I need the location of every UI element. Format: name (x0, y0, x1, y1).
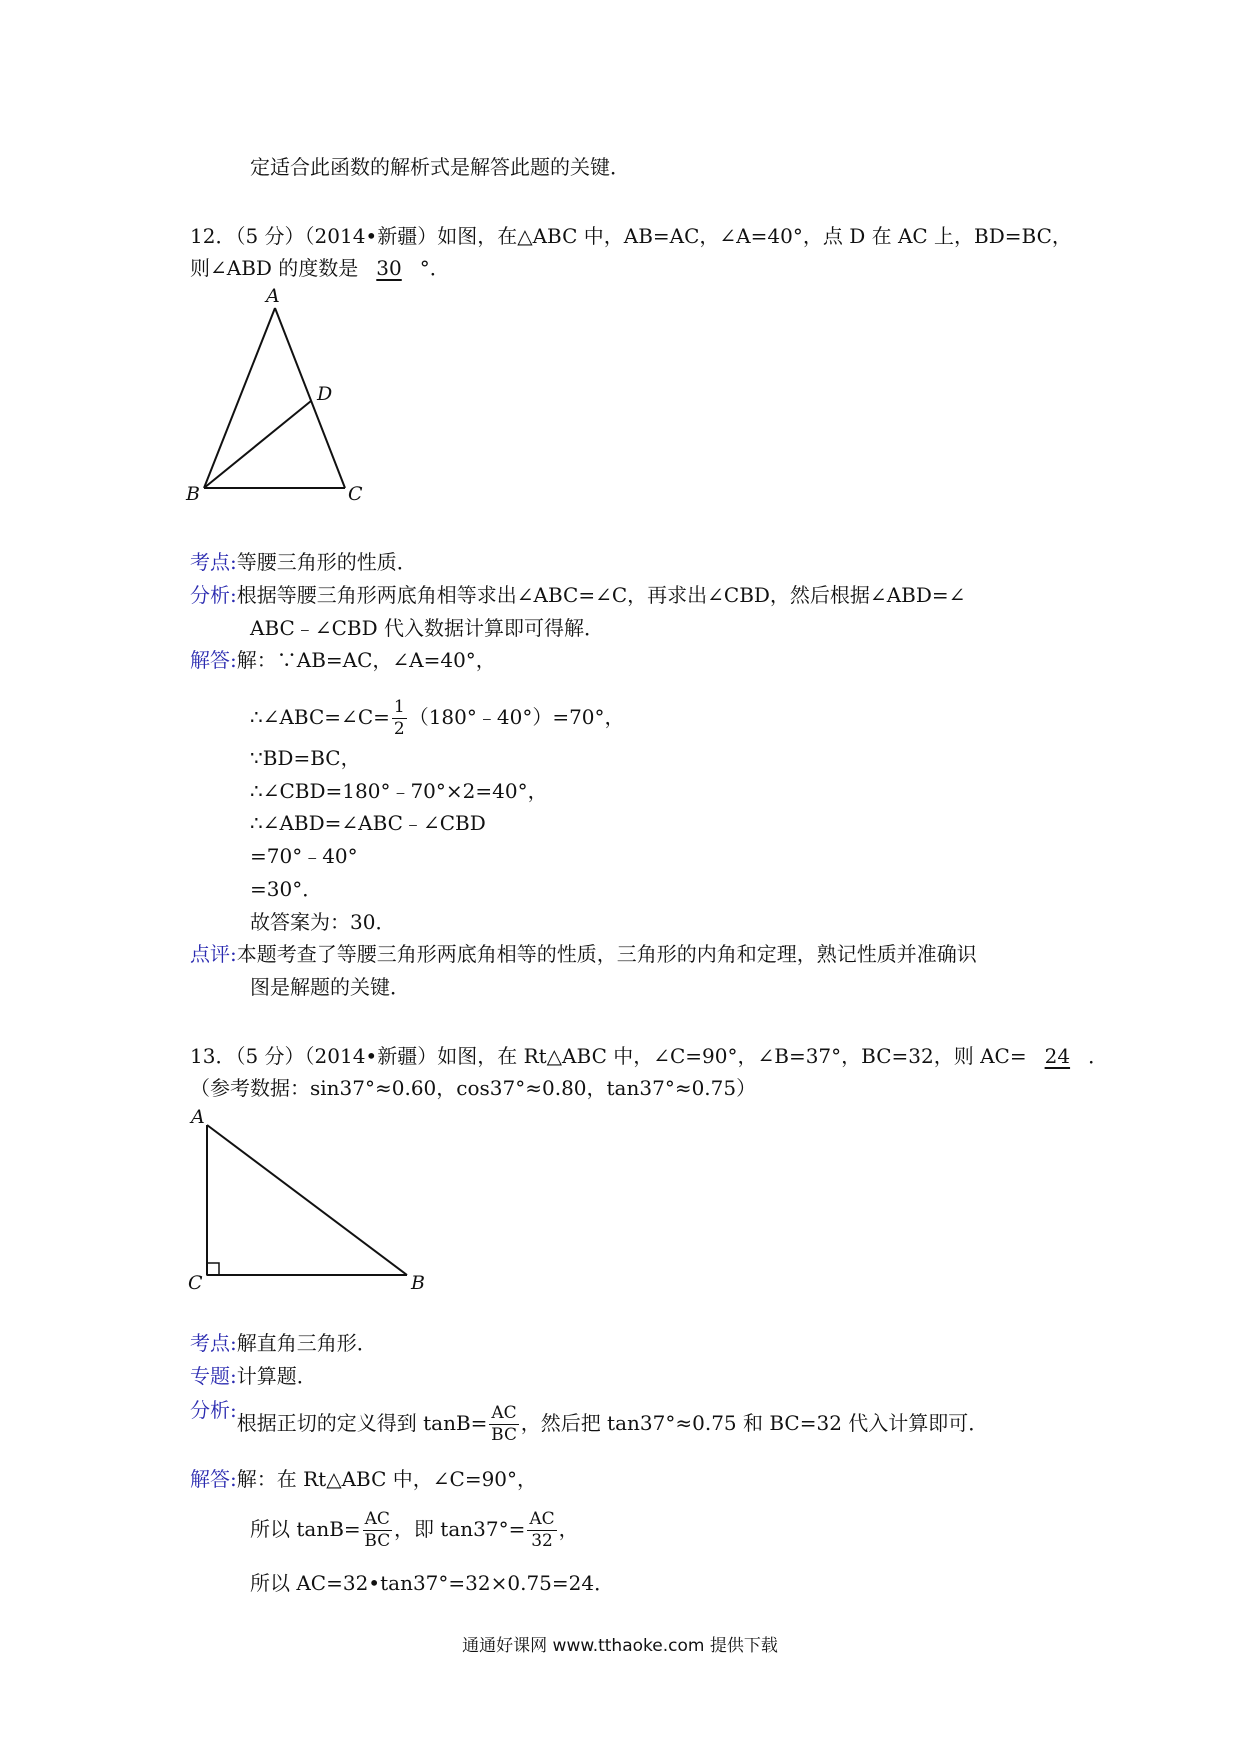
q13-fenxi-line (190, 1396, 988, 1450)
q13-jieda-line1 (190, 1465, 537, 1493)
q12-fraction-denominator: 2 (393, 719, 405, 739)
q13-fraction-ac-bc (363, 1511, 392, 1550)
q12-vertex-label-a: A (266, 285, 280, 307)
q13-fraction2-denominator: 32 (531, 1531, 553, 1551)
q12-dianping-label: 点评: (190, 942, 237, 966)
q13-step-2-text: 所以 tanB= (250, 1517, 361, 1541)
q12-step-2 (250, 692, 625, 742)
q12-vertex-label-d: D (317, 383, 333, 405)
q12-step-5: ∴∠ABD=∠ABC﹣∠CBD (250, 811, 486, 835)
q12-vertex-label-b: B (186, 483, 200, 505)
q13-kaodian-label: 考点: (190, 1331, 237, 1355)
q12-jieda-line1 (190, 646, 496, 674)
q12-fraction-numerator: 1 (393, 697, 405, 717)
q13-stem-text: 13．（5 分）（2014•新疆）如图，在 Rt△ABC 中，∠C=90°，∠B=37°，BC=32，则 AC= (190, 1044, 1027, 1068)
q13-fenxi-denominator: BC (491, 1425, 517, 1445)
q12-step-3: ∵BD=BC， (250, 746, 361, 770)
q13-vertex-label-b: B (411, 1272, 425, 1294)
q12-step-2-text: ∴∠ABC=∠C= (250, 705, 390, 729)
q12-jieda-label: 解答: (190, 648, 237, 672)
q13-fraction1-numerator: AC (364, 1509, 390, 1529)
q13-kaodian-text: 解直角三角形． (236, 1331, 377, 1355)
q13-fenxi-tail: ，然后把 tan37°≈0.75 和 BC=32 代入计算即可． (520, 1411, 989, 1435)
q13-right-angle-mark (207, 1263, 219, 1275)
q13-fenxi-numerator: AC (491, 1403, 517, 1423)
q13-fraction2-numerator: AC (529, 1509, 555, 1529)
q12-fenxi-label: 分析: (190, 583, 237, 607)
q12-stem-unit: °． (419, 256, 450, 280)
q13-kaodian-line (190, 1329, 377, 1357)
q12-vertex-label-c: C (348, 483, 363, 505)
q13-fenxi-label: 分析: (190, 1398, 237, 1422)
q13-zhuanti-line (190, 1362, 317, 1390)
page-footer: 通通好课网 www.tthaoke.com 提供下载 (462, 1636, 778, 1656)
q13-stem-line1 (190, 1042, 1108, 1070)
q12-step-4: ∴∠CBD=180°﹣70°×2=40°， (250, 779, 548, 803)
q13-side-ab (207, 1125, 407, 1275)
q13-zhuanti-label: 专题: (190, 1364, 237, 1388)
q12-triangle-figure (180, 285, 380, 510)
q12-side-ac (275, 308, 345, 488)
q12-answer-blank: 30 (376, 256, 402, 280)
q12-fenxi-line2: ABC﹣∠CBD 代入数据计算即可得解． (250, 616, 604, 640)
q13-right-triangle-figure (185, 1105, 435, 1300)
q13-zhuanti-text: 计算题． (236, 1364, 317, 1388)
q12-stem-line1: 12．（5 分）（2014•新疆）如图，在△ABC 中，AB=AC，∠A=40°，点 D 在 AC 上，BD=BC， (190, 224, 1072, 248)
q12-fenxi-line1 (190, 581, 965, 609)
q12-kaodian-label: 考点: (190, 550, 237, 574)
q12-kaodian-text: 等腰三角形的性质． (236, 550, 417, 574)
q12-stem-text: 则∠ABD 的度数是 (190, 256, 359, 280)
q13-step-2-middle: ，即 tan37°= (393, 1517, 526, 1541)
q12-fenxi-text1: 根据等腰三角形两底角相等求出∠ABC=∠C，再求出∠CBD，然后根据∠ABD=∠ (236, 583, 966, 607)
q13-fraction1-denominator: BC (364, 1531, 391, 1551)
q13-fenxi-text: 根据正切的定义得到 tanB= (236, 1411, 488, 1435)
q13-jieda-label: 解答: (190, 1467, 237, 1491)
q13-answer-blank: 24 (1044, 1044, 1071, 1068)
q13-vertex-label-a: A (191, 1106, 205, 1128)
q12-step-7: =30°． (250, 877, 323, 901)
q13-fenxi-fraction (489, 1405, 518, 1444)
q12-step-6: =70°﹣40° (250, 844, 358, 868)
q12-segment-bd (204, 401, 311, 488)
q13-reference-data: （参考数据：sin37°≈0.60，cos37°≈0.80，tan37°≈0.75） (190, 1076, 757, 1100)
q13-stem-end: ． (1088, 1044, 1109, 1068)
q12-dianping-line1 (190, 940, 977, 968)
q12-side-ab (204, 308, 275, 488)
q13-step-1: 解：在 Rt△ABC 中，∠C=90°， (236, 1467, 538, 1491)
q12-fraction-half (392, 699, 407, 738)
q13-fraction-ac-32 (527, 1511, 556, 1550)
q12-stem-line2 (190, 254, 450, 282)
q13-step-2 (250, 1502, 579, 1556)
q13-step-2-tail: ， (558, 1517, 579, 1541)
previous-solution-tail: 定适合此函数的解析式是解答此题的关键． (250, 155, 630, 179)
q12-kaodian-line (190, 548, 417, 576)
q13-step-3: 所以 AC=32•tan37°=32×0.75=24． (250, 1571, 615, 1595)
q13-vertex-label-c: C (188, 1272, 203, 1294)
q12-dianping-line2: 图是解题的关键． (250, 975, 410, 999)
q12-step-8: 故答案为：30． (250, 910, 396, 934)
q12-step-1: 解：∵AB=AC，∠A=40°， (236, 648, 496, 672)
q12-step-2-tail: （180°﹣40°）=70°， (408, 705, 625, 729)
q12-dianping-text1: 本题考查了等腰三角形两底角相等的性质，三角形的内角和定理，熟记性质并准确识 (236, 942, 977, 966)
